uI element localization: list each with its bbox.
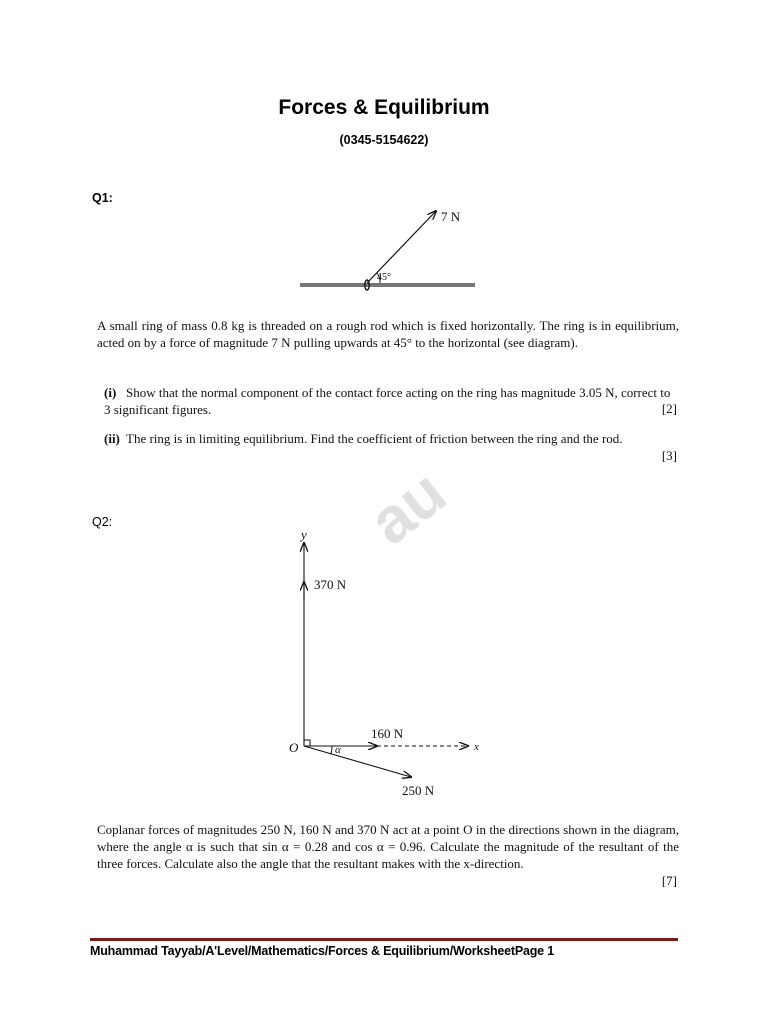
q2-label: Q2:: [92, 515, 113, 529]
right-angle-mark: [304, 740, 310, 746]
q2-marks: [7]: [661, 873, 677, 888]
q1-label: Q1:: [92, 191, 113, 205]
q1-part-ii: [104, 430, 679, 447]
q1-part-i: [104, 384, 679, 418]
page-subtitle: (0345-5154622): [339, 133, 429, 147]
force-250n-arrow: [304, 746, 411, 777]
angle-45-label: 45°: [377, 272, 391, 283]
y-axis-label: y: [301, 527, 307, 542]
part-text: The ring is in limiting equilibrium. Find the coefficient of friction between the ring and the rod.: [126, 431, 623, 446]
force-370n-label: 370 N: [314, 577, 347, 592]
force-7n-label: 7 N: [441, 209, 461, 224]
origin-label: O: [289, 740, 299, 755]
footer-text: Muhammad Tayyab/A'Level/Mathematics/Forces & Equilibrium/WorksheetPage 1: [90, 944, 554, 958]
page-title: Forces & Equilibrium: [278, 96, 490, 119]
q1-question-text: A small ring of mass 0.8 kg is threaded on a rough rod which is fixed horizontally. The ring is in equilibrium, acted on by a force of magnitude 7 N pulling upwards at 45° to the horizontal (see diagram).: [97, 318, 679, 350]
part-text: Show that the normal component of the contact force acting on the ring has magnitude 3.05 N, correct to 3 significant figures.: [104, 385, 671, 417]
alpha-arc: [331, 746, 332, 754]
footer-divider: [90, 938, 678, 941]
force-250n-label: 250 N: [402, 783, 435, 798]
q2-question-text: Coplanar forces of magnitudes 250 N, 160 N and 370 N act at a point O in the directions shown in the diagram, where the angle α is such that sin α = 0.28 and cos α = 0.96. Calculate the magnitude of the resultant of the three forces. Calculate also the angle that the resultant makes with the x-direction.: [97, 822, 679, 871]
q1-diagram: [300, 209, 475, 290]
x-axis-label: x: [474, 741, 479, 753]
alpha-label: α: [335, 744, 341, 756]
watermark: au: [355, 455, 459, 559]
part-number: (i): [104, 385, 117, 400]
q2-diagram: [289, 527, 479, 798]
part-number: (ii): [104, 431, 120, 446]
q1-part-ii-marks: [3]: [661, 448, 677, 463]
q1-part-i-marks: [2]: [661, 401, 677, 416]
force-160n-label: 160 N: [371, 726, 404, 741]
